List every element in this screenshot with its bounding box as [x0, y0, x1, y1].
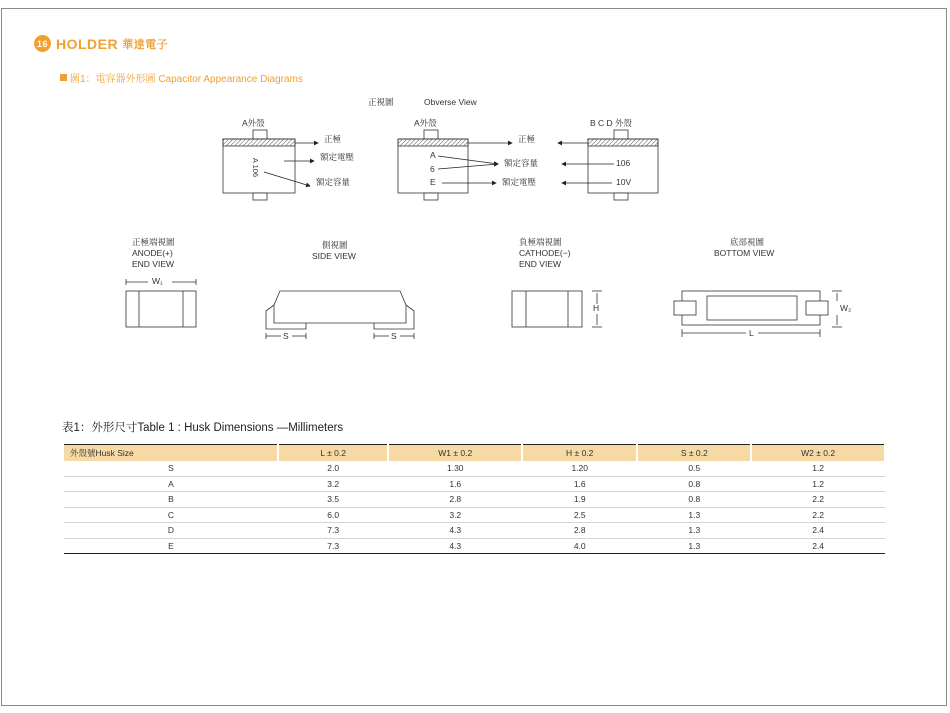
cell-w2: 2.2: [751, 507, 885, 523]
anode-view-title-cn: 正極端視圖: [132, 237, 175, 247]
cell-size: C: [64, 507, 278, 523]
brand-name: HOLDER: [56, 35, 119, 52]
side-view-title-cn: 側視圖: [322, 240, 348, 250]
cell-l: 7.3: [278, 538, 388, 554]
left-rated-capacity-label: 額定容量: [316, 177, 351, 187]
s-dimension-left-label: S: [283, 331, 289, 341]
bottom-view-title-en: BOTTOM VIEW: [714, 248, 775, 258]
left-rated-voltage-label: 額定電壓: [320, 152, 355, 162]
table-row: [64, 492, 885, 508]
cell-w1: 1.30: [388, 461, 522, 476]
cell-size: B: [64, 492, 278, 508]
cathode-end-view-shape: [512, 291, 602, 327]
h-dimension-label: H: [593, 303, 600, 313]
bottom-view-title-cn: 底部視圖: [730, 237, 765, 247]
table-header-row: [64, 445, 885, 462]
cell-size: D: [64, 523, 278, 539]
cell-s: 0.5: [637, 461, 751, 476]
cell-w2: 2.4: [751, 538, 885, 554]
cell-w2: 1.2: [751, 476, 885, 492]
mid-positive-label: 正極: [518, 134, 536, 144]
brand-name-cn: 華達電子: [122, 38, 169, 51]
table-title: 表1：外形尺寸Table 1 : Husk Dimensions —Millimeters: [62, 422, 344, 434]
cell-size: E: [64, 538, 278, 554]
cell-l: 6.0: [278, 507, 388, 523]
header-s: S ± 0.2: [637, 445, 751, 462]
cathode-view-title-cn: 負極端視圖: [519, 237, 562, 247]
right-case-label: B C D 外殼: [590, 118, 633, 128]
cell-l: 7.3: [278, 523, 388, 539]
cell-w2: 2.2: [751, 492, 885, 508]
brand-logo-icon: 16: [34, 35, 51, 52]
anode-view-end: END VIEW: [132, 259, 175, 269]
table-row: [64, 507, 885, 523]
left-case-label: A外殼: [242, 118, 265, 128]
capacitor-diagrams: [2, 9, 948, 409]
side-view-title-en: SIDE VIEW: [312, 251, 356, 261]
cathode-view-title-en: CATHODE(−): [519, 248, 571, 258]
cell-s: 0.8: [637, 476, 751, 492]
cell-h: 2.8: [522, 523, 637, 539]
obverse-right-capacitor: [558, 130, 658, 200]
left-mark-a106: A 106: [251, 157, 261, 178]
mid-mark-e: E: [430, 177, 436, 187]
cell-w1: 4.3: [388, 523, 522, 539]
mid-mark-6: 6: [430, 164, 435, 174]
husk-dimensions-table: [64, 444, 886, 554]
obverse-left-capacitor: [223, 130, 318, 200]
cell-l: 3.5: [278, 492, 388, 508]
cell-w1: 1.6: [388, 476, 522, 492]
bottom-view-shape: [674, 291, 842, 337]
header-l: L ± 0.2: [278, 445, 388, 462]
cell-size: A: [64, 476, 278, 492]
header-w2: W2 ± 0.2: [751, 445, 885, 462]
cell-l: 2.0: [278, 461, 388, 476]
l-dimension-label: L: [749, 328, 754, 338]
header-w1: W1 ± 0.2: [388, 445, 522, 462]
cathode-view-end: END VIEW: [519, 259, 562, 269]
cell-h: 1.6: [522, 476, 637, 492]
w2-dimension-label: W₂: [840, 303, 852, 313]
cell-w1: 2.8: [388, 492, 522, 508]
anode-view-title-en: ANODE(+): [132, 248, 173, 258]
datasheet-page: [1, 8, 947, 706]
s-dimension-right-label: S: [391, 331, 397, 341]
obverse-title-cn: 正視圖: [368, 97, 394, 107]
cell-s: 1.3: [637, 538, 751, 554]
header-h: H ± 0.2: [522, 445, 637, 462]
mid-rated-voltage-label: 額定電壓: [502, 177, 537, 187]
cell-l: 3.2: [278, 476, 388, 492]
obverse-title-en: Obverse View: [424, 97, 477, 107]
cell-s: 0.8: [637, 492, 751, 508]
left-positive-label: 正極: [324, 134, 342, 144]
cell-s: 1.3: [637, 507, 751, 523]
table-row: [64, 476, 885, 492]
right-mark-106: 106: [616, 158, 631, 168]
cell-h: 1.9: [522, 492, 637, 508]
table-row: [64, 461, 885, 476]
table-row: [64, 538, 885, 554]
header-husk-size: 外殼號Husk Size: [64, 445, 278, 462]
cell-w1: 4.3: [388, 538, 522, 554]
cell-w1: 3.2: [388, 507, 522, 523]
right-mark-10v: 10V: [616, 177, 632, 187]
cell-w2: 2.4: [751, 523, 885, 539]
cell-h: 2.5: [522, 507, 637, 523]
table-row: [64, 523, 885, 539]
w1-dimension-label: W₁: [152, 276, 163, 286]
figure-title-text: 圖1：電容器外形圖 Capacitor Appearance Diagrams: [70, 74, 303, 85]
cell-w2: 1.2: [751, 461, 885, 476]
cell-size: S: [64, 461, 278, 476]
mid-rated-capacity-label: 額定容量: [504, 158, 539, 168]
cell-h: 1.20: [522, 461, 637, 476]
obverse-middle-capacitor: [398, 130, 512, 200]
mid-mark-a: A: [430, 150, 436, 160]
cell-s: 1.3: [637, 523, 751, 539]
cell-h: 4.0: [522, 538, 637, 554]
middle-case-label: A外殼: [414, 118, 437, 128]
